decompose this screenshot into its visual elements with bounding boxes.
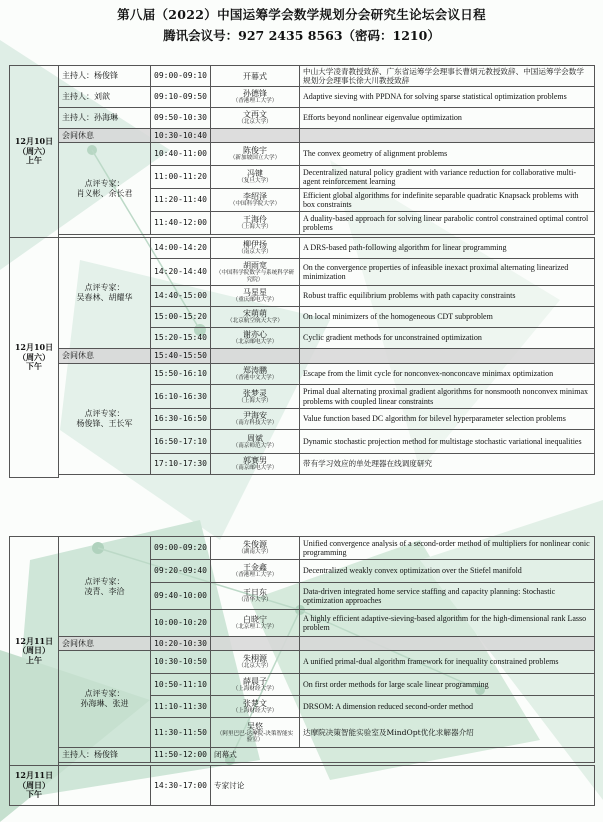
table-row [10,537,595,560]
speaker-cell: 吴悠 （阿里巴巴-达摩院-决策智能实验室） [211,718,300,748]
time-cell: 17:10-17:30 [151,454,211,475]
title-cell: A highly efficient adaptive-sieving-based algorithm for the high-dimensional rank Lasso problem [300,610,595,637]
title-cell: A unified primal-dual algorithm framework for inequality constrained problems [300,651,595,674]
speaker-cell: 薛晨子 （上海财经大学） [211,674,300,696]
table-row [10,651,595,674]
page-header [0,6,603,45]
table-row [10,364,595,385]
speaker-cell: 王日东 （清华大学） [211,583,300,610]
speaker-cell: 胡雨宽 （中国科学院数学与系统科学研究院） [211,259,300,286]
speaker-cell: 郭赛男 （南京邮电大学） [211,454,300,475]
table-row [10,87,595,108]
date-cell: 12月10日 （周六） 下午 [10,238,59,478]
title-cell: DRSOM: A dimension reduced second-order method [300,696,595,718]
break-row [10,349,595,364]
time-cell: 14:30-17:00 [151,766,211,806]
time-cell: 11:40-12:00 [151,212,211,235]
time-cell: 10:30-10:40 [151,129,211,143]
break-label: 会间休息 [59,349,151,364]
time-cell: 11:10-11:30 [151,696,211,718]
title-cell: The convex geometry of alignment problems [300,143,595,166]
time-cell: 16:10-16:30 [151,385,211,409]
break-row [10,637,595,651]
time-cell: 14:00-14:20 [151,238,211,259]
host-cell: 主持人：刘歆 [59,87,151,108]
time-cell: 09:50-10:30 [151,108,211,129]
date-cell: 12月11日 （周日） 上午 [10,537,59,766]
title-cell: Dynamic stochastic projection method for multistage stochastic variational inequalities [300,430,595,454]
title-cell: Efficient global algorithms for indefinite separable quadratic Knapsack problems with box constraints [300,189,595,212]
time-cell: 10:50-11:10 [151,674,211,696]
time-cell: 09:00-09:10 [151,66,211,87]
speaker-cell: 谢亦心 （北京邮电大学） [211,328,300,349]
speaker-cell: 周斌 （南京师范大学） [211,430,300,454]
meeting-id: 腾讯会议号：927 2435 8563（密码：1210） [163,28,440,43]
time-cell: 15:20-15:40 [151,328,211,349]
title-cell: Robust traffic equilibrium problems with path capacity constraints [300,286,595,307]
title-cell: Adaptive sieving with PPDNA for solving sparse statistical optimization problems [300,87,595,108]
time-cell: 15:00-15:20 [151,307,211,328]
time-cell: 15:50-16:10 [151,364,211,385]
time-cell: 14:20-14:40 [151,259,211,286]
break-label: 会间休息 [59,129,151,143]
speaker-cell: 尹海安 （南方科技大学） [211,409,300,430]
reviewer-cell: 点评专家： 凌青、李洽 [59,537,151,637]
time-cell: 15:40-15:50 [151,349,211,364]
title-cell: On first order methods for large scale linear programming [300,674,595,696]
table-row [10,143,595,166]
page-title: 第八届（2022）中国运筹学会数学规划分会研究生论坛会议日程 [117,7,486,22]
time-cell: 11:30-11:50 [151,718,211,748]
time-cell: 10:00-10:20 [151,610,211,637]
title-cell: Value function based DC algorithm for bilevel hyperparameter selection problems [300,409,595,430]
title-cell: Data-driven integrated home service staffing and capacity planning: Stochastic optimization approaches [300,583,595,610]
reviewer-cell: 点评专家： 孙海琳、张进 [59,651,151,748]
title-cell: 带有学习效应的单处理器在线调度研究 [300,454,595,475]
title-cell: A DRS-based path-following algorithm for linear programming [300,238,595,259]
title-cell: A duality-based approach for solving linear parabolic control constrained optimal control problems [300,212,595,235]
schedule-table-dec10 [9,65,595,478]
discussion-cell: 专家讨论 [211,766,595,806]
table-row [10,766,595,806]
speaker-cell: 文再文 （北京大学） [211,108,300,129]
title-cell: Primal dual alternating proximal gradient algorithms for nonsmooth nonconvex minimax problems with coupled linear constraints [300,385,595,409]
host-cell: 主持人：杨俊锋 [59,66,151,87]
host-cell: 主持人：杨俊锋 [59,748,151,763]
reviewer-cell: 点评专家： 吴春林、胡耀华 [59,238,151,349]
speaker-cell: 李绍泽 （中国科学院大学） [211,189,300,212]
title-cell: Decentralized natural policy gradient with variance reduction for collaborative multi-agent reinforcement learning [300,166,595,189]
table-row [10,66,595,87]
speaker-cell: 王金鑫 （香港理工大学） [211,560,300,583]
schedule-table-dec11 [9,536,595,806]
speaker-cell: 郑涛鹏 （香港中文大学） [211,364,300,385]
reviewer-cell: 点评专家： 肖义彬、余长君 [59,143,151,235]
speaker-cell: 白晓宁 （北京理工大学） [211,610,300,637]
time-cell: 10:30-10:50 [151,651,211,674]
title-cell: Escape from the limit cycle for nonconvex-nonconcave minimax optimization [300,364,595,385]
reviewer-cell: 点评专家： 杨俊锋、王长军 [59,364,151,475]
time-cell: 09:10-09:50 [151,87,211,108]
time-cell: 11:00-11:20 [151,166,211,189]
time-cell: 16:30-16:50 [151,409,211,430]
time-cell: 14:40-15:00 [151,286,211,307]
title-cell: 中山大学凌青教授致辞、广东省运筹学会理事长曹炳元教授致辞、中国运筹学会数学规划分会理事长徐大川教授致辞 [300,66,595,87]
speaker-cell: 王海伶 （上海大学） [211,212,300,235]
speaker-cell: 冯键 （复旦大学） [211,166,300,189]
time-cell: 09:00-09:20 [151,537,211,560]
title-cell: Decentralized weakly convex optimization over the Stiefel manifold [300,560,595,583]
break-row [10,129,595,143]
break-label: 会间休息 [59,637,151,651]
time-cell: 10:40-11:00 [151,143,211,166]
speaker-cell: 柳伊扬 （南京大学） [211,238,300,259]
time-cell: 11:50-12:00 [151,748,211,763]
host-cell: 主持人：孙海琳 [59,108,151,129]
time-cell: 16:50-17:10 [151,430,211,454]
table-row [10,108,595,129]
speaker-cell: 张梦灵 （上海大学） [211,385,300,409]
table-row [10,748,595,763]
speaker-cell: 孙德锋 （香港理工大学） [211,87,300,108]
speaker-cell: 开幕式 [211,66,300,87]
title-cell: On local minimizers of the homogeneous CDT subproblem [300,307,595,328]
title-cell: Unified convergence analysis of a second-order method of multipliers for nonlinear conic programming [300,537,595,560]
speaker-cell: 朱俊源 （湖南大学） [211,537,300,560]
time-cell: 09:20-09:40 [151,560,211,583]
time-cell: 11:20-11:40 [151,189,211,212]
title-cell: Cyclic gradient methods for unconstrained optimization [300,328,595,349]
speaker-cell: 朱栩源 （北京大学） [211,651,300,674]
time-cell: 09:40-10:00 [151,583,211,610]
title-cell: 达摩院决策智能实验室及MindOpt优化求解器介绍 [300,718,595,748]
table-row [10,238,595,259]
speaker-cell: 张楚文 （上海财经大学） [211,696,300,718]
closing-cell: 闭幕式 [211,748,595,763]
speaker-cell: 马星星 （重庆邮电大学） [211,286,300,307]
title-cell: On the convergence properties of infeasible inexact proximal alternating linearized minimization [300,259,595,286]
speaker-cell: 宋萌萌 （北京航空航天大学） [211,307,300,328]
date-cell: 12月11日 （周日） 下午 [10,766,59,806]
time-cell: 10:20-10:30 [151,637,211,651]
title-cell: Efforts beyond nonlinear eigenvalue optimization [300,108,595,129]
date-cell: 12月10日 （周六） 上午 [10,66,59,238]
speaker-cell: 陈俊宇 （新加坡国立大学） [211,143,300,166]
